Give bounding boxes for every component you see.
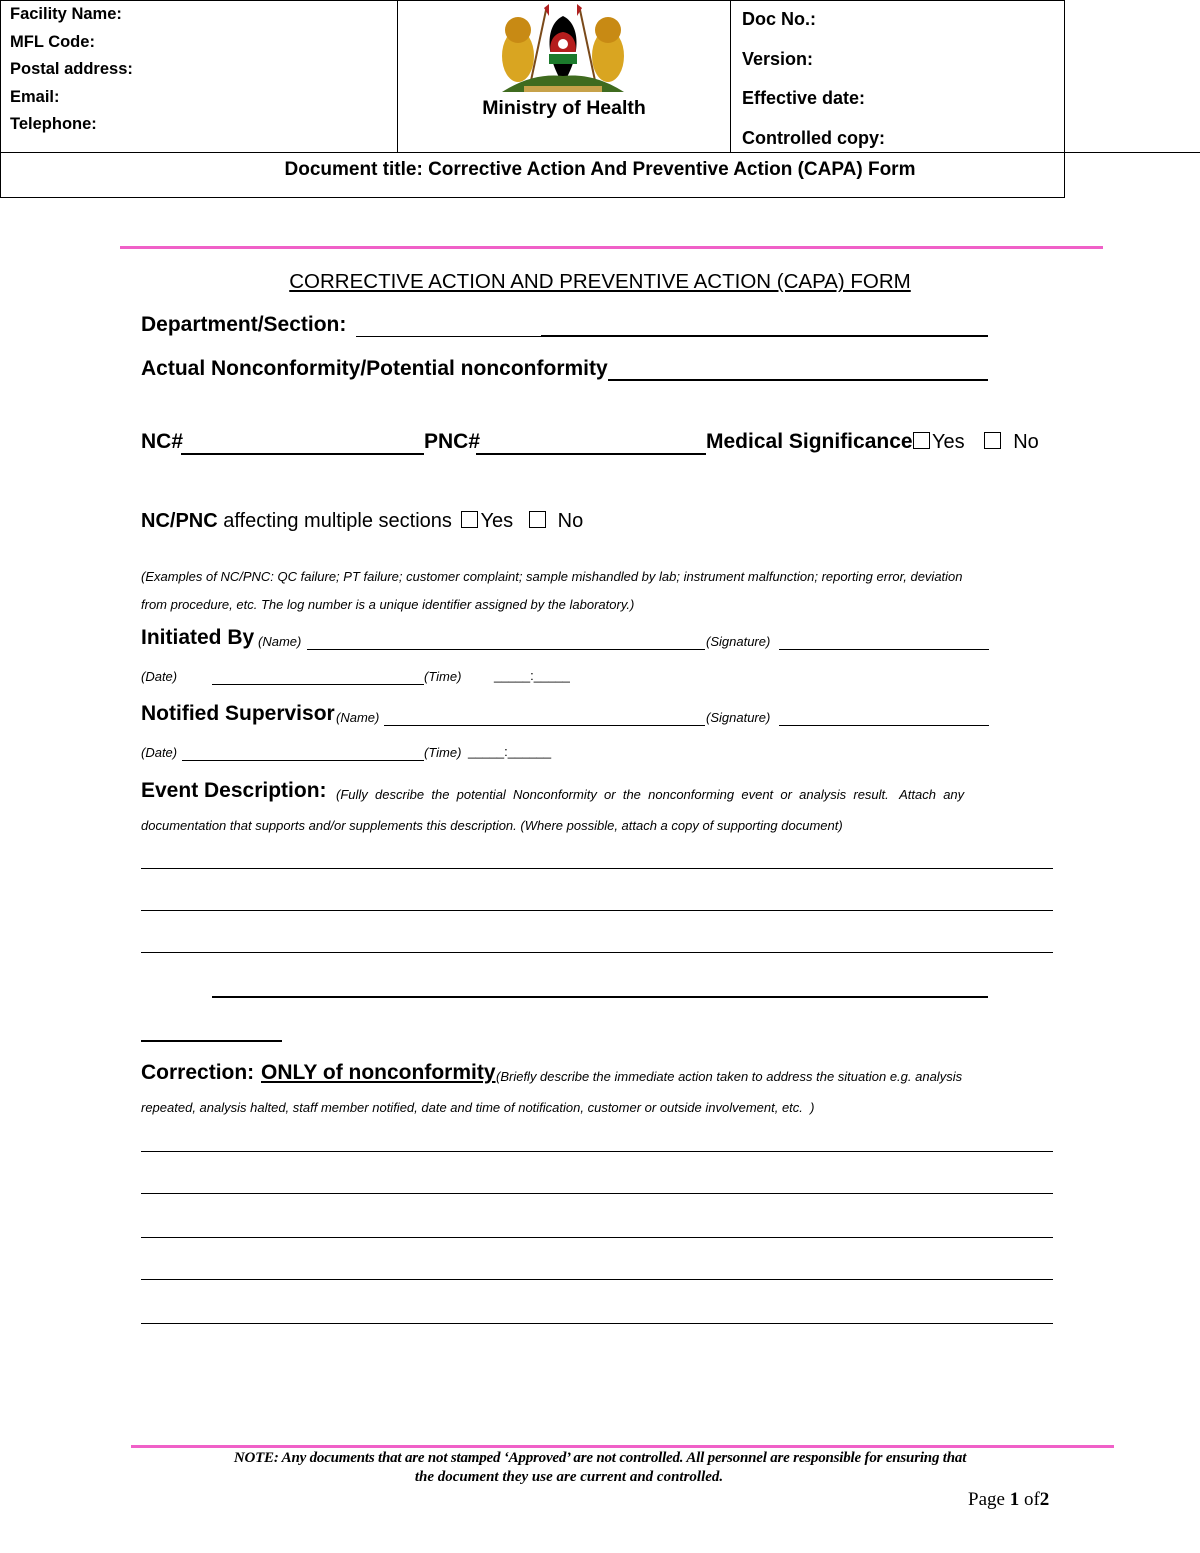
postal-address-label: Postal address: [10, 60, 133, 78]
page-total: 2 [1039, 1489, 1050, 1510]
page-of: of [1023, 1489, 1040, 1510]
pnc-number-field[interactable] [476, 453, 706, 455]
form-title: CORRECTIVE ACTION AND PREVENTIVE ACTION (CAPA) FORM [289, 270, 911, 293]
page-prefix: Page [968, 1489, 1005, 1510]
correction-line-4[interactable] [141, 1279, 1053, 1280]
version-label: Version: [742, 48, 814, 69]
correction-line-1[interactable] [141, 1151, 1053, 1152]
multiple-sections-label: affecting multiple sections [223, 510, 452, 532]
page-current: 1 [1009, 1489, 1020, 1510]
supervisor-date-field[interactable] [182, 760, 424, 761]
medical-significance-options [913, 431, 1039, 454]
initiated-signature-hint: (Signature) [706, 634, 771, 649]
mfl-code-label: MFL Code: [10, 32, 95, 51]
supervisor-date-hint: (Date) [141, 745, 178, 760]
event-description-label: Event Description: [141, 779, 327, 802]
medical-yes-label: Yes [932, 431, 965, 453]
correction-line-2[interactable] [141, 1193, 1053, 1194]
header-divider [120, 246, 1103, 249]
correction-label: Correction: [141, 1061, 255, 1084]
department-label: Department/Section: [141, 313, 347, 336]
document-title: Document title: Corrective Action And Preventive Action (CAPA) Form [0, 152, 1200, 196]
examples-text-2: from procedure, etc. The log number is a unique identifier assigned by the laboratory.) [141, 597, 635, 612]
doc-info-cell [730, 0, 1063, 152]
header-table [0, 0, 1065, 198]
medical-yes-checkbox[interactable] [913, 432, 930, 449]
multiple-no-checkbox[interactable] [529, 511, 546, 528]
effective-date-label: Effective date: [742, 88, 866, 108]
initiated-by-label: Initiated By [141, 626, 255, 649]
multiple-sections-prefix: NC/PNC [141, 510, 218, 532]
medical-no-label: No [1013, 431, 1039, 453]
supervisor-name-field[interactable] [384, 725, 705, 726]
initiated-name-field[interactable] [307, 649, 705, 650]
medical-no-checkbox[interactable] [984, 432, 1001, 449]
supervisor-time-hint: (Time) [424, 745, 462, 760]
page-number [968, 1489, 1049, 1511]
coat-of-arms-emblem [494, 4, 632, 96]
controlled-copy-label: Controlled copy: [742, 127, 885, 148]
event-line-4[interactable] [212, 996, 988, 998]
email-label: Email: [10, 87, 60, 106]
department-field-line-thin[interactable] [356, 336, 541, 337]
facility-cell [0, 0, 398, 152]
footer-note-2: the document they use are current and controlled. [414, 1469, 724, 1485]
event-line-5[interactable] [141, 1040, 282, 1042]
correction-hint-1: (Briefly describe the immediate action taken to address the situation e.g. analysis [496, 1069, 963, 1084]
telephone-label: Telephone: [10, 115, 97, 133]
examples-text-1: (Examples of NC/PNC: QC failure; PT failure; customer complaint; sample mishandled by lab; instrument malfunction; reporting error, deviation [141, 569, 963, 584]
initiated-date-field[interactable] [212, 684, 424, 685]
initiated-time-field[interactable]: _____:_____ [494, 668, 570, 683]
supervisor-signature-hint: (Signature) [706, 710, 771, 725]
notified-supervisor-label: Notified Supervisor [141, 702, 335, 725]
multiple-yes-checkbox[interactable] [461, 511, 478, 528]
initiated-signature-field[interactable] [779, 649, 989, 650]
initiated-time-hint: (Time) [424, 669, 462, 684]
initiated-date-hint: (Date) [141, 669, 178, 684]
supervisor-time-field[interactable]: _____:______ [468, 744, 552, 759]
multiple-yes-label: Yes [480, 510, 514, 532]
multiple-no-label: No [557, 510, 584, 532]
medical-significance-label: Medical Significance [706, 430, 913, 453]
footer-divider [131, 1445, 1114, 1448]
department-field[interactable] [541, 335, 988, 337]
initiated-name-hint: (Name) [258, 634, 302, 649]
supervisor-signature-field[interactable] [779, 725, 989, 726]
supervisor-name-hint: (Name) [336, 710, 380, 725]
facility-name-label: Facility Name: [10, 5, 122, 23]
nonconformity-label: Actual Nonconformity/Potential nonconformity [141, 357, 608, 380]
event-description-hint-2: documentation that supports and/or supplements this description. (Where possible, attach a copy of supporting document) [141, 818, 843, 833]
event-description-hint-1: (Fully describe the potential Nonconformity or the nonconforming event or analysis result. Attach any [336, 787, 965, 802]
correction-hint-2: repeated, analysis halted, staff member notified, date and time of notification, customer or outside involvement, etc. ) [141, 1100, 815, 1115]
nonconformity-field[interactable] [608, 379, 988, 381]
event-line-1[interactable] [141, 868, 1053, 869]
correction-line-3[interactable] [141, 1237, 1053, 1238]
event-line-3[interactable] [141, 952, 1053, 953]
doc-no-label: Doc No.: [742, 9, 816, 29]
ministry-name: Ministry of Health [482, 97, 646, 119]
nc-label: NC# [141, 430, 184, 453]
multiple-sections-row [141, 510, 583, 533]
pnc-label: PNC# [424, 430, 481, 453]
footer-note-1: NOTE: Any documents that are not stamped ‘Approved’ are not controlled. All personnel are responsible for ensuring that [233, 1450, 967, 1466]
nc-number-field[interactable] [181, 453, 424, 455]
correction-line-5[interactable] [141, 1323, 1053, 1324]
event-line-2[interactable] [141, 910, 1053, 911]
correction-only-label: ONLY of nonconformity [261, 1061, 496, 1084]
